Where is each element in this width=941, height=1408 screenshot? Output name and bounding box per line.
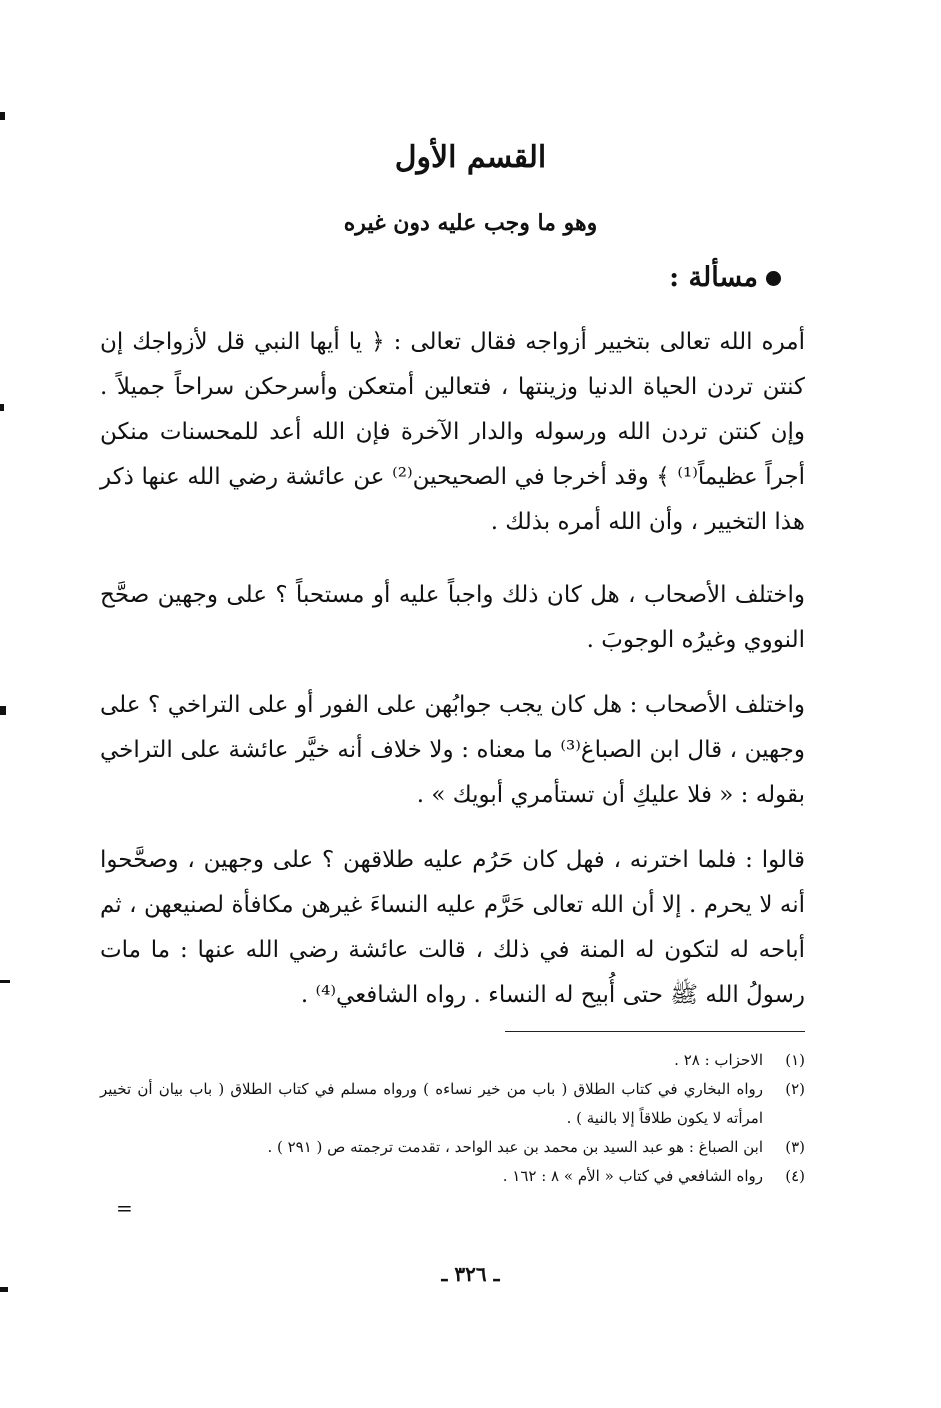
footnote-item xyxy=(100,1133,805,1162)
footnote-number: (١) xyxy=(785,1051,805,1069)
footnotes xyxy=(100,1046,805,1191)
footnote-divider xyxy=(505,1031,805,1032)
issue-heading xyxy=(669,262,781,293)
issue-label: مسألة : xyxy=(669,262,758,293)
scan-edge-mark xyxy=(0,404,4,411)
footnote-item xyxy=(100,1046,805,1075)
paragraph: قالوا : فلما اخترنه ، فهل كان حَرُم عليه طلاقهن ؟ على وجهين ، وصحَّحوا أنه لا يحرم . إلا أن الله تعالى حَرَّم عليه النساءَ غيرهن مكافأة لصنيعهن ، ثم أباحه له لتكون له المنة في ذلك ، قالت عائشة رضي الله عنها : ما مات رسولُ الله ﷺ حتى أُبيح له النساء . رواه الشافعي⁽⁴⁾ . xyxy=(100,847,806,1008)
scan-edge-mark xyxy=(0,980,10,983)
footnote-text: رواه الشافعي في كتاب « الأم » ٨ : ١٦٢ . xyxy=(502,1167,763,1185)
paragraph: واختلف الأصحاب : هل كان يجب جوابُهن على الفور أو على التراخي ؟ على وجهين ، قال ابن الصباغ⁽³⁾ ما معناه : ولا خلاف أنه خيَّر عائشة على التراخي بقوله : « فلا عليكِ أن تستأمري أبويك » . xyxy=(100,692,805,808)
footnote-number: (٤) xyxy=(785,1167,805,1185)
scan-edge-mark xyxy=(0,706,6,715)
bullet-icon xyxy=(766,271,781,286)
continuation-mark: = xyxy=(116,1196,133,1220)
footnote-item xyxy=(100,1162,805,1191)
footnote-number: (٢) xyxy=(785,1080,805,1098)
footnote-text: ابن الصباغ : هو عبد السيد بن محمد بن عبد الواحد ، تقدمت ترجمته ص ( ٢٩١ ) . xyxy=(267,1138,763,1156)
section-title: القسم الأول xyxy=(394,140,547,175)
paragraph: أمره الله تعالى بتخيير أزواجه فقال تعالى : ﴿ يا أيها النبي قل لأزواجك إن كنتن تردن الحياة الدنيا وزينتها ، فتعالين أمتعكن وأسرحكن سراحاً جميلاً . وإن كنتن تردن الله ورسوله والدار الآخرة فإن الله أعد للمحسنات منكن أجراً عظيماً⁽¹⁾ ﴾ وقد أخرجا في الصحيحين⁽²⁾ عن عائشة رضي الله عنها ذكر هذا التخيير ، وأن الله أمره بذلك . xyxy=(100,329,805,535)
footnote-number: (٣) xyxy=(785,1138,805,1156)
footnote-item xyxy=(100,1075,805,1133)
footnote-text: رواه البخاري في كتاب الطلاق ( باب من خير نساءه ) ورواه مسلم في كتاب الطلاق ( باب بيان أن تخيير امرأته لا يكون طلاقاً إلا بالنية ) . xyxy=(100,1080,763,1127)
scan-edge-mark xyxy=(0,1287,8,1292)
page-number: ـ ٣٢٦ ـ xyxy=(441,1262,500,1286)
section-subtitle: وهو ما وجب عليه دون غيره xyxy=(343,210,598,236)
scan-edge-mark xyxy=(0,112,5,120)
footnote-text: الاحزاب : ٢٨ . xyxy=(674,1051,763,1069)
paragraph: واختلف الأصحاب ، هل كان ذلك واجباً عليه أو مستحباً ؟ على وجهين صحَّح النووي وغيرُه الوجوبَ . xyxy=(100,582,805,653)
